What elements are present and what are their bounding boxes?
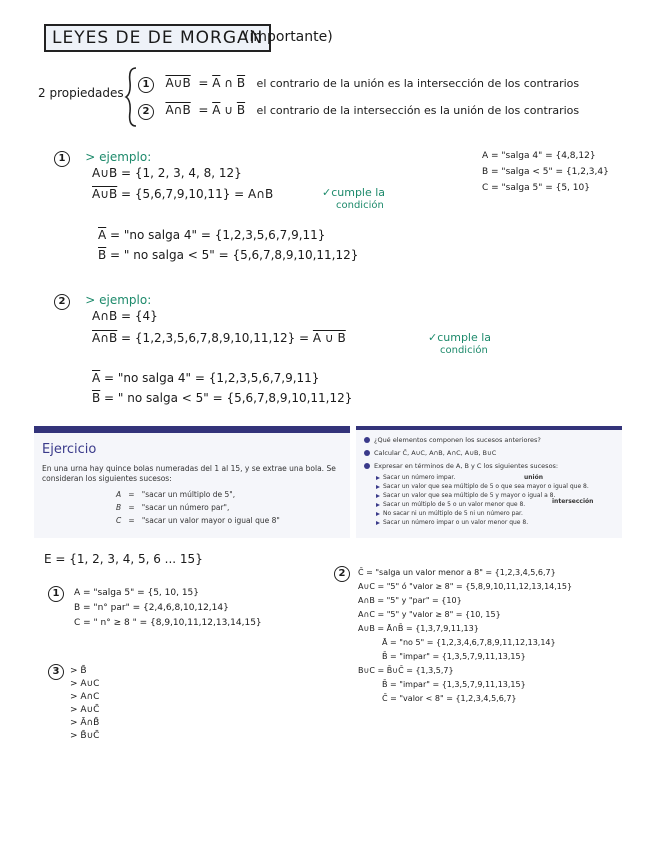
annotation-intersection: intersección [552, 498, 594, 505]
bbar-text: = " no salga < 5" = {5,6,7,8,9,10,11,12} [106, 248, 359, 262]
bbar-text: = " no salga < 5" = {5,6,7,8,9,10,11,12} [100, 391, 353, 405]
questions-slide [356, 426, 622, 538]
example-2-heading: > ejemplo: [85, 293, 152, 307]
solution-2-line: Ā = "no 5" = {1,2,3,4,6,7,8,9,11,12,13,14} [382, 638, 556, 647]
solution-1-b: B = "n° par" = {2,4,6,8,10,12,14} [74, 603, 229, 613]
item-text: No sacar ni un múltiplo de 5 ni un número par. [383, 510, 523, 517]
annotation-union: unión [524, 474, 543, 481]
example-2-header [54, 289, 151, 310]
def-c: C = "salga 5" = {5, 10} [482, 183, 590, 193]
list-item [376, 519, 528, 526]
slide-title: Ejercicio [42, 442, 97, 457]
example-1-bbar [98, 248, 358, 262]
example-1-line2-lhs: A∪B [92, 187, 118, 201]
bullet-icon [364, 463, 370, 469]
curly-brace-icon [124, 66, 138, 128]
item-text: Sacar un valor que sea múltiplo de 5 o que sea mayor o igual que 8. [383, 483, 589, 490]
question-3 [364, 462, 558, 470]
solution-3-item: > B̄∪C̄ [70, 731, 100, 741]
question-text: ¿Qué elementos componen los sucesos anteriores? [374, 436, 541, 444]
solution-2-line: C̄ = "salga un valor menor a 8" = {1,2,3,4,5,6,7} [358, 568, 556, 577]
number-badge: 1 [48, 586, 64, 602]
solution-2-line: A∩B = "5" y "par" = {10} [358, 596, 462, 605]
solution-3-item: > A∪C̄ [70, 705, 100, 715]
triangle-bullet-icon [376, 476, 380, 480]
def-label: B [116, 503, 122, 512]
def-a: A = "salga 4" = {4,8,12} [482, 151, 596, 161]
bbar-label: $\overline{B}$ [92, 391, 101, 405]
def-text: "sacar un número par", [141, 503, 230, 512]
list-item [376, 501, 525, 508]
solution-2-line: A∪C = "5" ó "valor ≥ 8" = {5,8,9,10,11,12,13,14,15} [358, 582, 573, 591]
def-b: B = "salga < 5" = {1,2,3,4} [482, 167, 609, 177]
solution-2-line: B̄ = "impar" = {1,3,5,7,9,11,13,15} [382, 652, 526, 661]
solution-2-line: B̄ = "impar" = {1,3,5,7,9,11,13,15} [382, 680, 526, 689]
number-badge: 1 [138, 77, 154, 93]
exercise-slide [34, 426, 350, 538]
example-1-line2-rest: = {5,6,7,9,10,11} = A∩B [117, 187, 274, 201]
abar-label: $\overline{A}$ [92, 371, 101, 385]
property-2-op: ∪ [224, 103, 234, 117]
example-2-line2-lhs: A∩B [92, 331, 118, 345]
example-2-check2: condición [440, 345, 488, 356]
example-1-heading: > ejemplo: [85, 150, 152, 164]
slide-header-bar [34, 426, 350, 433]
page-title: LEYES DE DE MORGAN [44, 24, 271, 52]
item-text: Sacar un número impar o un valor menor que 8. [383, 519, 529, 526]
property-1-rhs-a: $\overline{A}$ [212, 76, 221, 90]
def-eq: = [128, 490, 135, 499]
example-1-check2: condición [336, 200, 384, 211]
property-1-rhs-b: $\overline{B}$ [236, 76, 246, 90]
property-1-text: el contrario de la unión es la intersección de los contrarios [256, 77, 580, 90]
item-text: Sacar un valor que sea múltiplo de 5 y mayor o igual a 8. [383, 492, 556, 499]
list-item [376, 483, 589, 490]
def-eq: = [128, 503, 135, 512]
solution-2 [334, 566, 350, 582]
abar-text: = "no salga 4" = {1,2,3,5,6,7,9,11} [100, 371, 320, 385]
solution-3 [48, 664, 64, 680]
property-2-text: el contrario de la intersección es la unión de los contrarios [256, 104, 580, 117]
list-item [376, 474, 455, 481]
example-2-line2-eq: A ∪ B [312, 331, 346, 345]
example-2-line1: A∩B = {4} [92, 309, 158, 323]
property-2-rhs-a: $\overline{A}$ [212, 103, 221, 117]
solution-3-item: > Ā∩B̄ [70, 718, 100, 728]
importance-note: (importante) [244, 29, 333, 45]
question-2 [364, 449, 496, 457]
bullet-icon [364, 450, 370, 456]
solution-2-line: A∪B = Ā∩B̄ = {1,3,7,9,11,13} [358, 624, 479, 633]
slide-def-b [116, 503, 229, 512]
example-2-line2 [92, 331, 346, 345]
solution-1-c: C = " n° ≥ 8 " = {8,9,10,11,12,13,14,15} [74, 618, 262, 628]
example-2-check: ✓cumple la [428, 331, 492, 344]
number-badge: 1 [54, 151, 70, 167]
example-1-line1: A∪B = {1, 2, 3, 4, 8, 12} [92, 166, 242, 180]
triangle-bullet-icon [376, 485, 380, 489]
solution-2-line: A∩C = "5" y "valor ≥ 8" = {10, 15} [358, 610, 501, 619]
property-1: 1 A∪B = $\overline{A}$ ∩ $\overline{B}$ el contrario de la unión es la intersección de los contrarios [138, 76, 579, 93]
list-item [376, 510, 523, 517]
question-1 [364, 436, 541, 444]
item-text: Sacar un número impar. [383, 474, 456, 481]
property-2-rhs-b: $\overline{B}$ [236, 103, 246, 117]
solution-1 [48, 586, 64, 602]
example-2-line2-rest: = {1,2,3,5,6,7,8,9,10,11,12} = [117, 331, 313, 345]
example-1-line2 [92, 187, 273, 201]
abar-text: = "no salga 4" = {1,2,3,5,6,7,9,11} [106, 228, 326, 242]
def-label: A [116, 490, 122, 499]
property-1-op: ∩ [224, 76, 234, 90]
properties-label: 2 propiedades [38, 86, 124, 100]
example-1-abar [98, 228, 325, 242]
slide-text-2: consideran los siguientes sucesos: [42, 474, 172, 483]
number-badge: 2 [54, 294, 70, 310]
number-badge: 2 [334, 566, 350, 582]
slide-text-1: En una urna hay quince bolas numeradas del 1 al 15, y se extrae una bola. Se [42, 464, 336, 473]
def-text: "sacar un valor mayor o igual que 8" [141, 516, 280, 525]
number-badge: 3 [48, 664, 64, 680]
triangle-bullet-icon [376, 521, 380, 525]
solution-1-a: A = "salga 5" = {5, 10, 15} [74, 588, 200, 598]
solution-2-line: C̄ = "valor < 8" = {1,2,3,4,5,6,7} [382, 694, 517, 703]
example-1-header [54, 146, 151, 167]
def-eq: = [128, 516, 135, 525]
slide-def-a [116, 490, 235, 499]
example-2-bbar [92, 391, 352, 405]
property-2: 2 A∩B = $\overline{A}$ ∪ $\overline{B}$ el contrario de la intersección es la unión de los contrarios [138, 103, 579, 120]
question-text: Expresar en términos de A, B y C los siguientes sucesos: [374, 462, 559, 470]
def-label: C [116, 516, 122, 525]
property-1-lhs: A∪B [165, 76, 191, 90]
triangle-bullet-icon [376, 503, 380, 507]
list-item [376, 492, 555, 499]
def-text: "sacar un múltiplo de 5", [141, 490, 236, 499]
solution-3-item: > B̄ [70, 666, 87, 676]
solution-2-line: B∪C = B̄∪C̄ = {1,3,5,7} [358, 666, 454, 675]
property-2-lhs: A∩B [165, 103, 191, 117]
slide-def-c [116, 516, 280, 525]
bbar-label: $\overline{B}$ [98, 248, 107, 262]
number-badge: 2 [138, 104, 154, 120]
solution-3-item: > A∩C [70, 692, 100, 702]
sample-space: E = {1, 2, 3, 4, 5, 6 ... 15} [44, 552, 203, 566]
question-text: Calcular C̄, A∪C, A∩B, A∩C, A∪B, B∪C [374, 449, 497, 457]
slide-header-bar [356, 426, 622, 430]
example-1-check: ✓cumple la [322, 186, 386, 199]
solution-3-item: > A∪C [70, 679, 100, 689]
bullet-icon [364, 437, 370, 443]
abar-label: $\overline{A}$ [98, 228, 107, 242]
item-text: Sacar un múltiplo de 5 o un valor menor que 8. [383, 501, 526, 508]
triangle-bullet-icon [376, 512, 380, 516]
triangle-bullet-icon [376, 494, 380, 498]
example-2-abar [92, 371, 319, 385]
